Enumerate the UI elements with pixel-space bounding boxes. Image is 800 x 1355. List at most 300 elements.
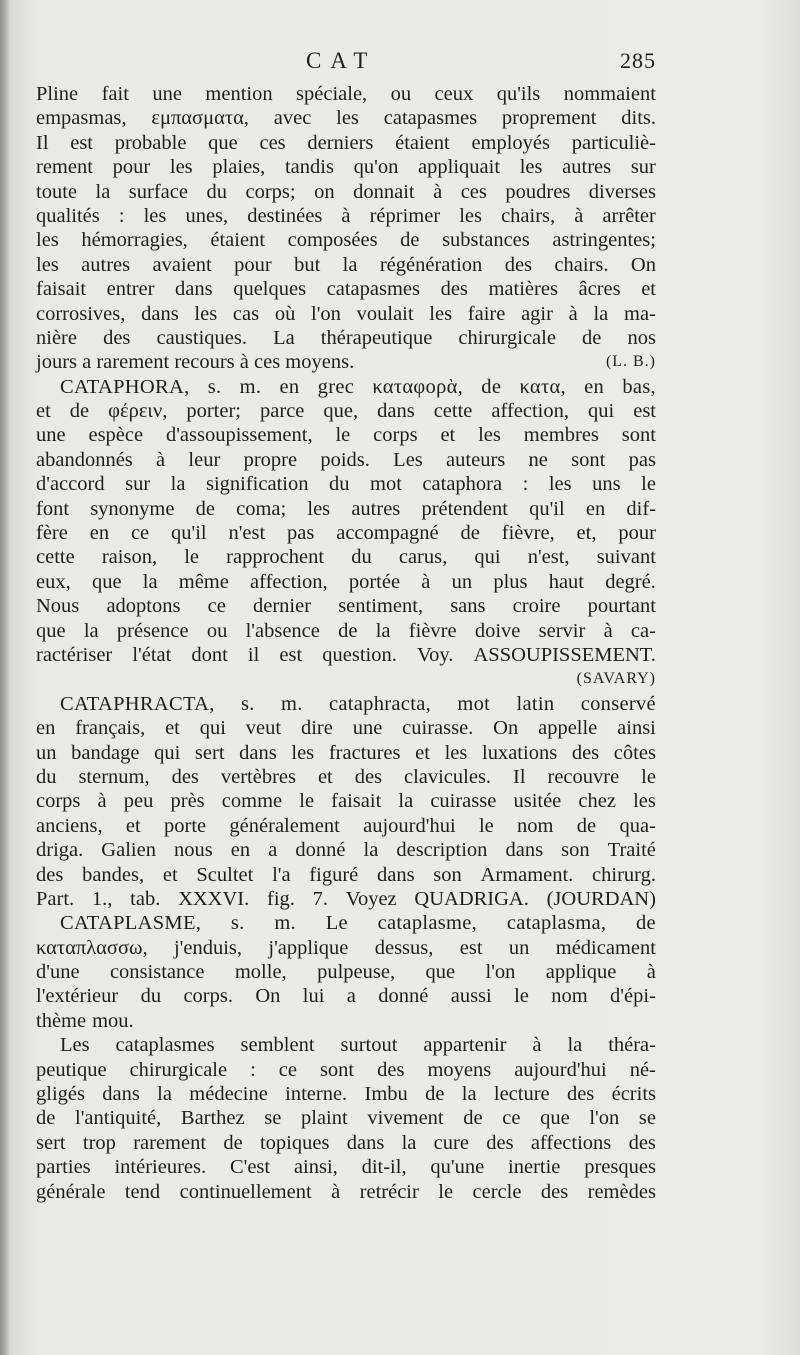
page-header <box>36 48 656 78</box>
word: des <box>628 1131 656 1154</box>
word: arrêter <box>602 204 656 227</box>
word: veut <box>245 717 282 740</box>
word: du <box>36 765 57 788</box>
word: parce <box>260 400 305 423</box>
entry-cataphracta <box>36 692 656 716</box>
word: l'état <box>132 643 172 666</box>
word: dans <box>505 839 544 862</box>
word: Voyez <box>345 887 397 910</box>
word: recouvre <box>547 765 620 788</box>
word: composées <box>287 229 378 252</box>
word: nière <box>36 326 77 349</box>
word: médecine <box>189 1083 268 1106</box>
text-line <box>36 1009 656 1033</box>
word: gligés <box>36 1083 85 1106</box>
word: mot <box>370 473 402 496</box>
word: qu'il <box>171 522 207 545</box>
word: intérieures. <box>114 1156 207 1179</box>
word: un <box>36 741 57 764</box>
word: pulpeuse, <box>317 961 396 984</box>
word: l'on <box>485 961 516 984</box>
word: poudres <box>505 180 571 203</box>
word: Traité <box>607 839 656 862</box>
word: étaient <box>210 229 266 252</box>
word: haut <box>548 570 584 593</box>
word: propre <box>243 448 298 471</box>
word: présence <box>116 619 189 642</box>
text-line <box>36 302 656 326</box>
word: portée <box>348 570 401 593</box>
word: ractériser <box>36 643 113 666</box>
word: d'assoupissement, <box>165 424 313 447</box>
word: et <box>125 814 141 837</box>
word: On <box>255 985 281 1008</box>
word: écrits <box>611 1083 656 1106</box>
word: applique <box>545 961 617 984</box>
word: de <box>460 522 480 545</box>
word: ces <box>259 131 286 154</box>
word: en <box>584 375 605 398</box>
page-gutter-shadow <box>0 0 10 1355</box>
word: unes, <box>185 204 229 227</box>
word: auteurs <box>446 448 506 471</box>
author-attribution: (SAVARY) <box>576 670 656 688</box>
word: spéciale, <box>296 83 368 105</box>
word: des <box>504 253 533 276</box>
word: la <box>342 253 358 276</box>
word: son <box>561 839 590 862</box>
word: une <box>36 424 66 447</box>
word: les <box>169 156 193 179</box>
word: ces <box>460 180 487 203</box>
word: 7. <box>312 887 329 910</box>
word: cataphracta, <box>328 692 432 715</box>
word: CATAPHRACTA, <box>60 692 215 715</box>
word: m. <box>281 692 303 715</box>
word: Voy. <box>416 643 454 666</box>
word: près <box>170 790 205 813</box>
word: cuirasse <box>430 790 497 813</box>
word: porte <box>164 814 207 837</box>
word: On <box>493 717 519 740</box>
word: faisait <box>331 790 382 813</box>
word: : <box>250 1058 256 1081</box>
text-line <box>36 399 656 423</box>
text-line <box>36 82 656 106</box>
word: le <box>184 546 200 569</box>
word: hémorragies, <box>81 229 188 252</box>
word: cataplasmes <box>115 1034 215 1057</box>
word: et, <box>576 522 597 545</box>
word: l'antiquité, <box>75 1107 162 1130</box>
word: Les <box>60 1034 90 1057</box>
word: aussi <box>450 985 492 1008</box>
text-line <box>36 1180 656 1204</box>
word: on <box>314 180 335 203</box>
word: description <box>396 839 488 862</box>
word: appartenir <box>423 1034 507 1057</box>
word: qui <box>474 546 501 569</box>
word: l'extérieur <box>36 985 119 1008</box>
word: plus <box>493 570 528 593</box>
word: un <box>451 570 473 593</box>
word: ceux <box>434 83 474 105</box>
word: l'on <box>311 302 341 325</box>
word: clavicules. <box>403 765 492 788</box>
word: cataplasme, <box>377 912 478 935</box>
word: à <box>574 204 584 227</box>
word: interne. <box>285 1083 348 1106</box>
word: a <box>346 985 356 1008</box>
word: de <box>576 814 597 837</box>
word: empasmas, <box>36 107 127 130</box>
word: rement <box>36 156 93 179</box>
word: dans <box>239 741 277 764</box>
word: dans <box>346 1131 385 1154</box>
word: est <box>70 131 94 154</box>
word: porter; <box>186 400 242 423</box>
word: corrosives, <box>36 302 126 325</box>
word: retrécir <box>359 1180 419 1203</box>
word: corps <box>36 790 81 813</box>
word: à <box>433 180 443 203</box>
word: poids. <box>320 448 370 471</box>
word: des <box>103 326 131 349</box>
text-line <box>36 106 656 130</box>
text-line <box>36 863 656 887</box>
word: à <box>532 1034 542 1057</box>
text-line <box>36 545 656 569</box>
word: l'on <box>589 1107 620 1130</box>
word: les <box>36 229 59 252</box>
word: la <box>461 1083 477 1106</box>
word: l'absence <box>245 619 320 642</box>
word: les <box>633 790 656 813</box>
word: moyens <box>427 1058 492 1081</box>
text-line <box>36 643 656 667</box>
word: sentiment, <box>338 595 424 618</box>
text-line <box>36 472 656 496</box>
text-line <box>36 131 656 155</box>
text-line <box>36 936 656 960</box>
page-number: 285 <box>620 48 656 73</box>
word: né- <box>629 1058 656 1081</box>
text-line <box>36 814 656 838</box>
word: où <box>274 302 296 325</box>
word: autres <box>81 253 131 276</box>
word: font <box>36 497 70 520</box>
text-line <box>36 984 656 1008</box>
word: de <box>223 1131 243 1154</box>
word: conservé <box>580 692 656 715</box>
word: anciens, <box>36 814 103 837</box>
word: plaies, <box>212 156 266 179</box>
word: topiques <box>259 1131 330 1154</box>
word: comme <box>221 790 283 813</box>
word: luxations <box>482 741 558 764</box>
word: cercle <box>472 1180 522 1203</box>
word: fièvre <box>408 619 457 642</box>
word: à <box>331 1180 341 1203</box>
word: substances <box>442 229 530 252</box>
word: sternum, <box>78 765 150 788</box>
word: probable <box>114 131 187 154</box>
word: ainsi <box>617 717 656 740</box>
word: avec <box>273 107 312 130</box>
text-line <box>36 789 656 813</box>
word: καταπλασσω, <box>36 936 148 959</box>
word: des <box>36 863 64 886</box>
word: signification <box>205 473 309 496</box>
word: les <box>429 302 453 325</box>
word: âcres <box>578 278 621 301</box>
word: voulait <box>356 302 414 325</box>
word: driga. <box>36 839 84 862</box>
word: fait <box>101 83 129 105</box>
word: consistance <box>109 961 205 984</box>
word: qu'il <box>529 497 565 520</box>
word: donné <box>295 839 346 862</box>
word: fièvre, <box>501 522 555 545</box>
word: généralement <box>229 814 340 837</box>
word: et <box>415 741 430 764</box>
word: des <box>171 765 199 788</box>
word: la <box>593 302 609 325</box>
word: dans <box>376 863 415 886</box>
word: régénération <box>379 253 483 276</box>
word: 1., <box>91 887 113 910</box>
text-line <box>36 741 656 765</box>
word: du <box>328 473 350 496</box>
word: une <box>352 717 383 740</box>
word: corps. <box>183 985 233 1008</box>
word: s. <box>240 692 255 715</box>
word: presques <box>584 1156 656 1179</box>
word: Nous <box>36 595 80 618</box>
word: (JOURDAN) <box>546 887 656 910</box>
word: qu'on <box>353 156 399 179</box>
word: donnait <box>353 180 415 203</box>
word: fère <box>36 522 68 545</box>
word: destinées <box>247 204 323 227</box>
word: à <box>421 570 431 593</box>
text-line <box>36 228 656 252</box>
word: en <box>89 522 110 545</box>
word: ou <box>206 619 228 642</box>
word: dont <box>191 643 228 666</box>
word: aujourd'hui <box>363 814 456 837</box>
word: cette <box>36 546 75 569</box>
word: du <box>140 985 162 1008</box>
text-line <box>36 326 656 350</box>
word: des <box>571 741 600 764</box>
word: de <box>400 229 420 252</box>
word: ce <box>207 595 226 618</box>
word: le <box>299 790 315 813</box>
text-line <box>36 960 656 984</box>
word: de <box>481 375 502 398</box>
word: et <box>641 278 656 301</box>
word: dire <box>300 717 333 740</box>
word: la <box>398 790 414 813</box>
word: cette <box>433 400 473 423</box>
word: avaient <box>152 253 212 276</box>
word: chirurgicale <box>458 326 556 349</box>
word: dessus, <box>374 936 434 959</box>
word: des <box>377 1058 405 1081</box>
word: et <box>36 400 51 423</box>
word: d'accord <box>36 473 105 496</box>
word: sont <box>319 1058 355 1081</box>
word: abandonnés <box>36 448 133 471</box>
word: tab. <box>130 887 161 910</box>
word: corps <box>373 424 418 447</box>
word: φέρειν, <box>108 400 168 423</box>
word: à <box>341 204 351 227</box>
word: dif- <box>626 497 656 520</box>
word: Il <box>513 765 526 788</box>
word: remèdes <box>587 1180 656 1203</box>
word: εμπασματα, <box>151 107 249 130</box>
word: affections <box>530 1131 612 1154</box>
word: de <box>69 400 90 423</box>
word: d'épi- <box>610 985 656 1008</box>
text-line <box>36 497 656 521</box>
word: est <box>633 400 656 423</box>
word: synonyme <box>90 497 175 520</box>
word: à <box>156 448 166 471</box>
word: plaint <box>301 1107 348 1130</box>
word: trop <box>82 1131 116 1154</box>
text-line <box>36 619 656 643</box>
word: astringentes; <box>552 229 656 252</box>
word: Part. <box>36 887 75 910</box>
word: pour <box>112 156 151 179</box>
word: doive <box>474 619 521 642</box>
word: en <box>585 497 606 520</box>
word: question. <box>322 643 397 666</box>
word: espèce <box>88 424 144 447</box>
word: rarement <box>133 1131 207 1154</box>
word: molle, <box>234 961 287 984</box>
word: donné <box>378 985 429 1008</box>
word: ce <box>130 522 150 545</box>
word: même <box>178 570 229 593</box>
word: catapasmes <box>326 278 420 301</box>
word: dans <box>141 302 179 325</box>
word: les <box>143 204 167 227</box>
word: pour <box>234 253 272 276</box>
word: qui <box>199 717 226 740</box>
word: m. <box>274 912 296 935</box>
word: Le <box>325 912 348 935</box>
word: suivant <box>596 546 656 569</box>
text-line: jours a rarement recours à ces moyens. <box>36 351 355 374</box>
word: derniers <box>307 131 374 154</box>
word: à <box>646 961 656 984</box>
word: tandis <box>284 156 334 179</box>
word: ce <box>278 1058 297 1081</box>
word: ce <box>502 1107 521 1130</box>
word: ne <box>528 448 548 471</box>
word: accompagné <box>336 522 439 545</box>
word: l'a <box>272 863 291 886</box>
text-line <box>36 594 656 618</box>
word: semblent <box>240 1034 315 1057</box>
word: leur <box>188 448 221 471</box>
word: qu'ils <box>496 83 541 105</box>
word: membres <box>523 424 599 447</box>
text-line <box>36 423 656 447</box>
word: chairs. <box>554 253 609 276</box>
word: des <box>440 278 468 301</box>
word: matières <box>488 278 558 301</box>
word: fractures <box>328 741 401 764</box>
word: autres <box>351 497 401 520</box>
word: une <box>152 83 182 105</box>
word: il <box>247 643 260 666</box>
word: latin <box>516 692 555 715</box>
word: sur <box>630 156 656 179</box>
word: thérapeutique <box>320 326 433 349</box>
word: du <box>351 546 372 569</box>
word: quelques <box>233 278 307 301</box>
word: que, <box>323 400 359 423</box>
word: entrer <box>106 278 155 301</box>
word: surface <box>128 180 188 203</box>
word: et <box>165 717 180 740</box>
word: peutique <box>36 1058 107 1081</box>
text-line <box>36 887 656 911</box>
word: La <box>273 326 295 349</box>
word: étaient <box>395 131 450 154</box>
text-line <box>36 155 656 179</box>
author-attribution: (L. B.) <box>605 353 656 371</box>
text-line <box>36 253 656 277</box>
word: faire <box>467 302 506 325</box>
word: cas <box>232 302 260 325</box>
word: dans <box>102 1083 140 1106</box>
word: dans <box>175 278 213 301</box>
word: les <box>194 302 218 325</box>
word: aujourd'hui <box>514 1058 607 1081</box>
word: côtes <box>613 741 656 764</box>
word: s. <box>230 912 245 935</box>
word: bas, <box>622 375 656 398</box>
word: dits. <box>621 107 656 130</box>
text-line <box>36 1082 656 1106</box>
word: diverses <box>588 180 656 203</box>
word: des <box>540 1180 569 1203</box>
word: vertèbres <box>220 765 296 788</box>
word: la <box>375 619 391 642</box>
word: se <box>638 1107 656 1130</box>
word: inertie <box>508 1156 561 1179</box>
word: s. <box>207 375 222 398</box>
word: autres <box>562 156 612 179</box>
word: de <box>463 1107 483 1130</box>
word: CATAPHORA, <box>60 375 190 398</box>
text-line <box>36 838 656 862</box>
word: continuellement <box>179 1180 312 1203</box>
word: eux, <box>36 570 71 593</box>
word: Imbu <box>364 1083 408 1106</box>
dictionary-text <box>36 82 656 1204</box>
word: les <box>478 424 501 447</box>
word: à <box>97 790 107 813</box>
word: QUADRIGA. <box>414 887 529 910</box>
word: κατα, <box>519 375 566 398</box>
